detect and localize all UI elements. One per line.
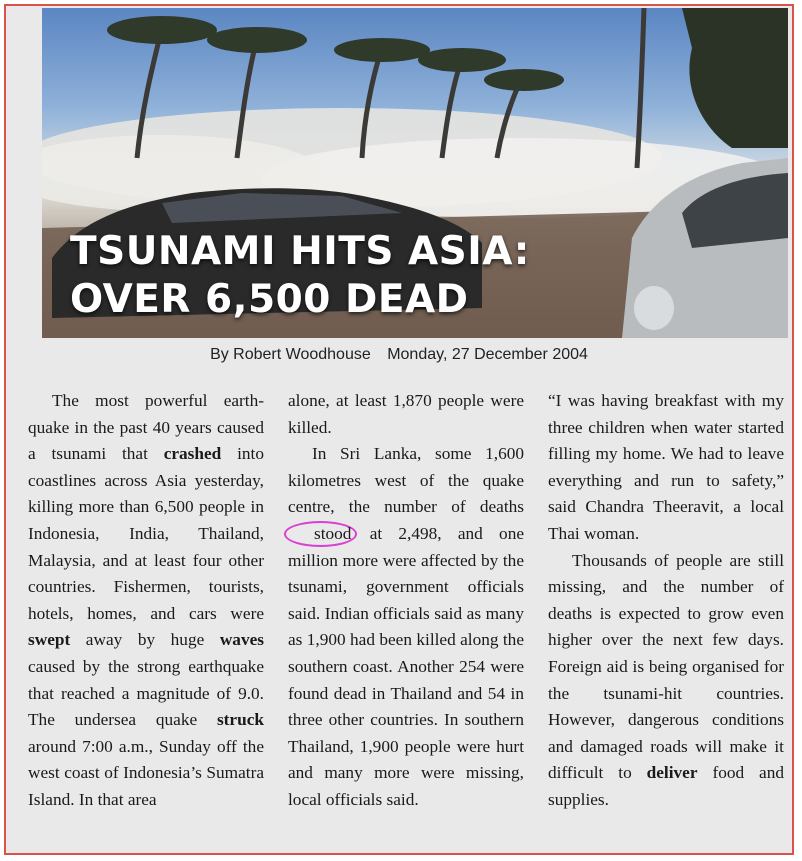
headline xyxy=(70,228,530,324)
quote-paragraph: “I was having breakfast with my three children when water started filling my home. We had to leave everything and run to safety,” said Chandra Theeravit, a local Thai woman. xyxy=(548,391,784,543)
article-page xyxy=(4,4,794,855)
headline-line-2: OVER 6,500 DEAD xyxy=(70,277,469,322)
keyword-struck: struck xyxy=(216,710,264,730)
byline xyxy=(6,346,792,364)
paragraph: In Sri Lanka, some 1,600 kilometres west of the quake centre, the number of deaths stood at 2,498, and one million more were affected by the tsunami, government officials said. Indian officials said as many as 1,900 had been killed along the southern coast. Another 254 were found dead in Thailand and 54 in three other countries. In southern Thailand, 1,900 people were hurt and many more were missing, local officials said. xyxy=(288,441,524,813)
publication-date: Monday, 27 December 2004 xyxy=(387,346,588,363)
article-body xyxy=(28,388,788,848)
circled-word-stood: stood xyxy=(284,521,357,547)
keyword-deliver: deliver xyxy=(646,763,698,783)
headline-line-1: TSUNAMI HITS ASIA: xyxy=(70,229,530,274)
paragraph: alone, at least 1,870 people were killed. xyxy=(288,391,524,437)
paragraph: The most powerful earth-quake in the past 40 years caused a tsunami that crashed into coastlines across Asia yesterday, killing more than 6,500 people in Indonesia, India, Thailand, Malaysia, and at least four other countries. Fishermen, tourists, hotels, homes, and cars were swept away by huge waves caused by the strong earthquake that reached a magnitude of 9.0. The undersea quake struck around 7:00 a.m., Sunday off the west coast of Indonesia’s Sumatra Island. In that area xyxy=(28,391,264,809)
hero-photo xyxy=(42,8,788,338)
keyword-swept: swept xyxy=(28,630,71,650)
column-3 xyxy=(548,388,784,848)
column-1 xyxy=(28,388,264,848)
paragraph: Thousands of people are still missing, and the number of deaths is expected to grow even higher over the next few days. Foreign aid is being organised for the tsunami-hit countries. However, dangerous conditions and damaged roads will make it difficult to deliver food and supplies. xyxy=(548,550,784,809)
author: By Robert Woodhouse xyxy=(210,346,371,363)
keyword-waves: waves xyxy=(219,630,264,650)
column-2 xyxy=(288,388,524,848)
keyword-crashed: crashed xyxy=(163,444,222,464)
